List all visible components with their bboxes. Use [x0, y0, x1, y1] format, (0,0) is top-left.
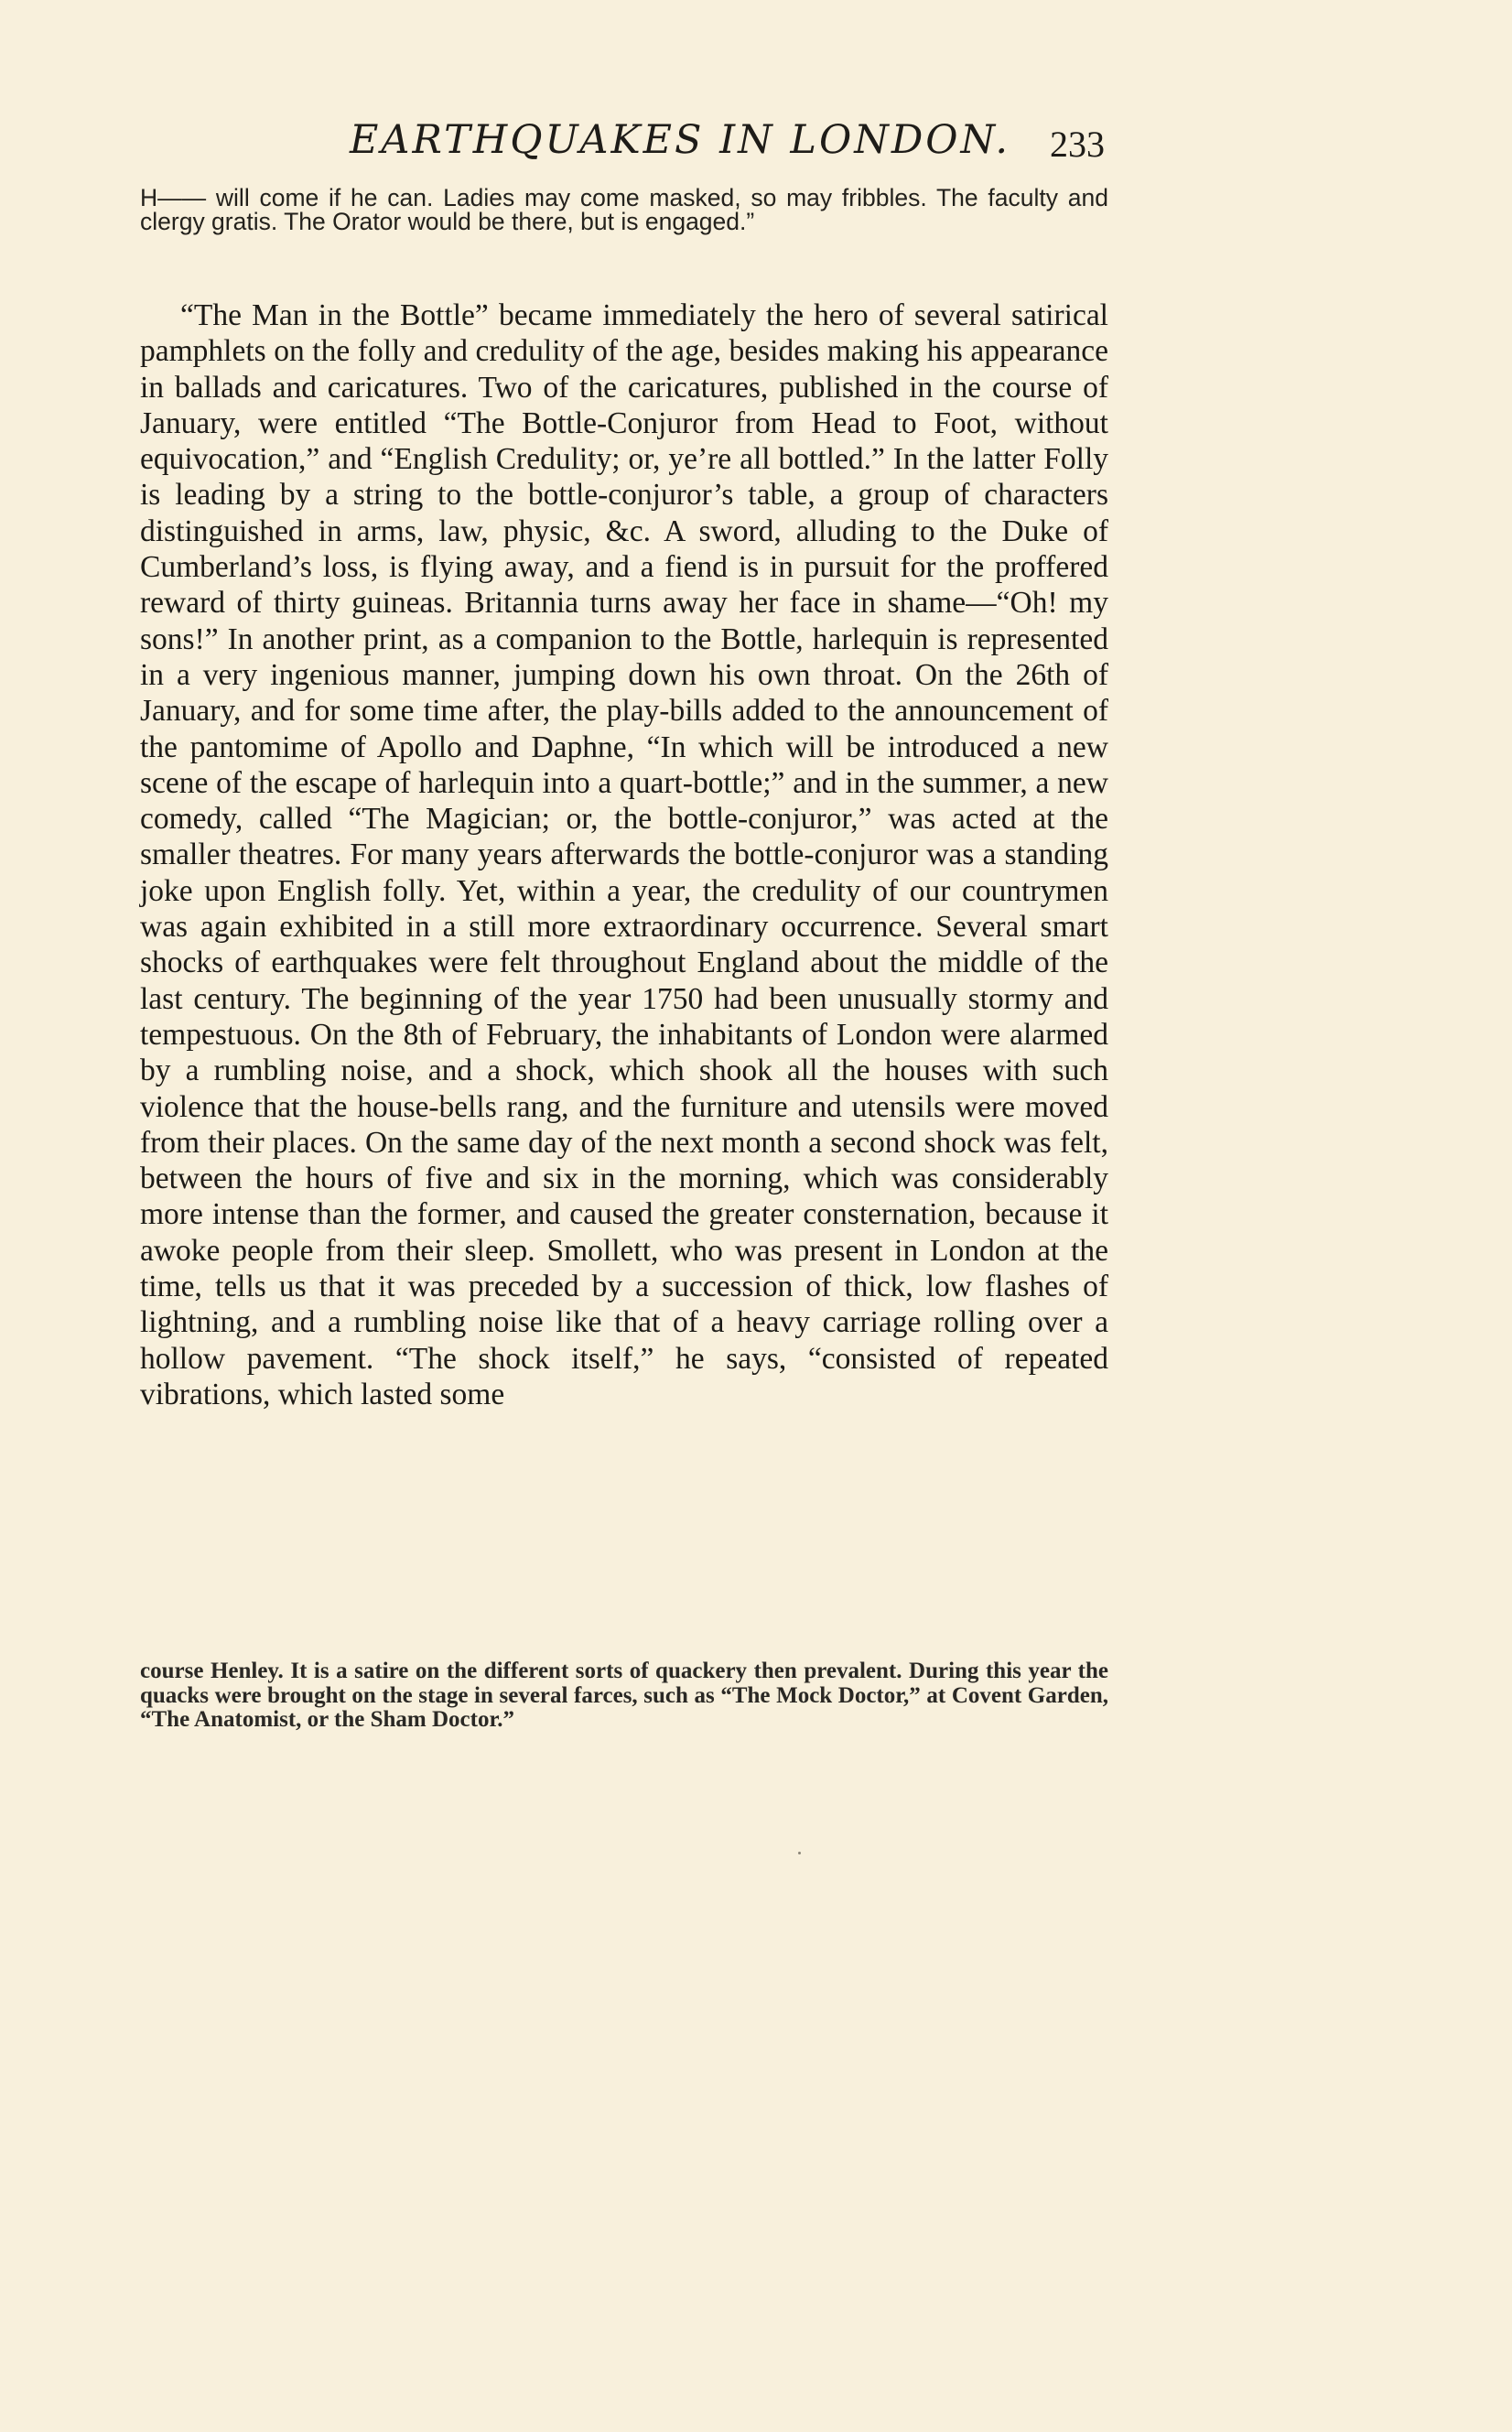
body-paragraph: “The Man in the Bottle” became immediately the hero of several satirical pamphlets on the folly and credulity of the age, besides making his appearance in ballads and caricatures. Two of the caricatures, published in the course of January, were entitled “The Bottle-Conjuror from Head to Foot, without equivocation,” and “English Credulity; or, ye’re all bottled.” In the latter Folly is leading by a string to the bottle-conjuror’s table, a group of characters distinguished in arms, law, physic, &c. A sword, alluding to the Duke of Cumberland’s loss, is flying away, and a fiend is in pursuit for the proffered reward of thirty guineas. Britannia turns away her face in shame—“Oh! my sons!” In another print, as a companion to the Bottle, harlequin is represented in a very ingenious manner, jumping down his own throat. On the 26th of January, and for some time after, the play-bills added to the announcement of the pantomime of Apollo and Daphne, “In which will be introduced a new scene of the escape of harlequin into a quart-bottle;” and in the summer, a new comedy, called “The Magician; or, the bottle-conjuror,” was acted at the smaller theatres. For many years afterwards the bottle-conjuror was a standing joke upon English folly. Yet, within a year, the credulity of our countrymen was again exhibited in a still more extraordinary occurrence. Several smart shocks of earthquakes were felt throughout England about the middle of the last century. The beginning of the year 1750 had been unusually stormy and tempestuous. On the 8th of February, the inhabitants of London were alarmed by a rumbling noise, and a shock, which shook all the houses with such violence that the house-bells rang, and the furniture and utensils were moved from their places. On the same day of the next month a second shock was felt, between the hours of five and six in the morning, which was considerably more intense than the former, and caused the greater consternation, because it awoke people from their sleep. Smollett, who was present in London at the time, tells us that it was preceded by a succession of thick, low flashes of lightning, and a rumbling noise like that of a heavy carriage rolling over a hollow pavement. “The shock itself,” he says, “consisted of repeated vibrations, which lasted some [140, 298, 1108, 1411]
footnote: course Henley. It is a satire on the different sorts of quackery then prevalent. During this year the quacks were brought on the stage in several farces, such as “The Mock Doctor,” at Covent Garden, “The Anatomist, or the Sham Doctor.” [140, 1659, 1108, 1732]
paper-speck [798, 1852, 801, 1854]
running-head: EARTHQUAKES IN LONDON. [350, 117, 1011, 163]
page-header [137, 117, 1144, 172]
page-number: 233 [1050, 124, 1105, 165]
quoted-advertisement-text: H—— will come if he can. Ladies may come masked, so may fribbles. The faculty and clergy gratis. The Orator would be there, but is engaged.” [140, 184, 1108, 235]
